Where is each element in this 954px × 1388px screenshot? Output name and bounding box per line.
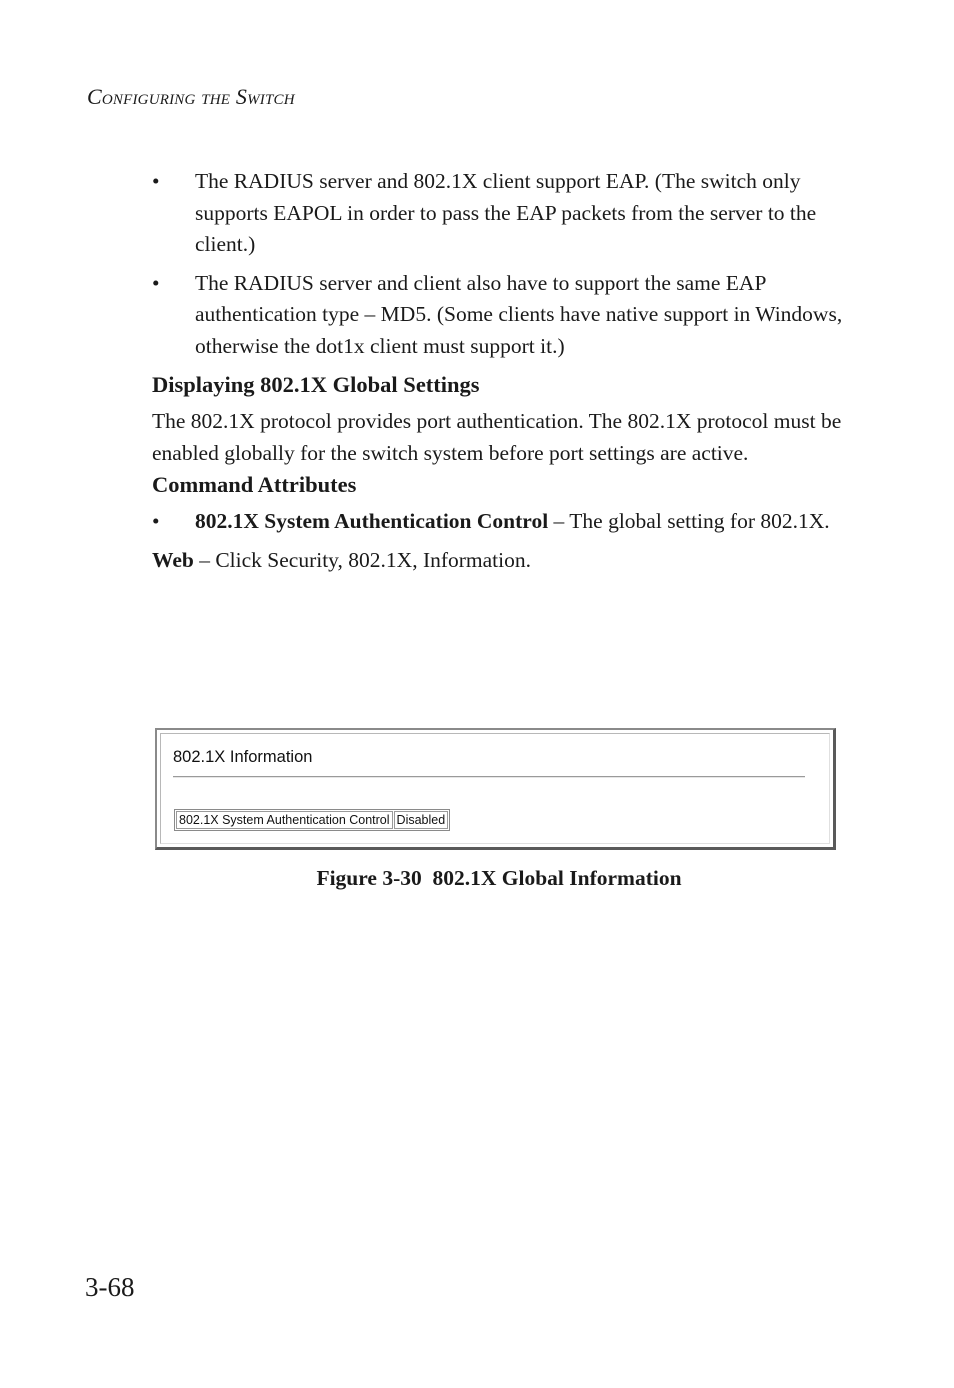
section-paragraph: The 802.1X protocol provides port authentication. The 802.1X protocol must be enabled globally for the switch system before port settings are active. bbox=[152, 409, 842, 465]
field-label-cell: 802.1X System Authentication Control bbox=[176, 811, 393, 829]
figure-inner-panel bbox=[160, 733, 830, 844]
bullet-text: The RADIUS server and 802.1X client support EAP. (The switch only supports EAPOL in order to pass the EAP packets from the server to the client.) bbox=[195, 169, 817, 256]
ui-divider bbox=[173, 776, 805, 778]
bullet-icon: • bbox=[152, 169, 160, 193]
attribute-description: – The global setting for 802.1X. bbox=[548, 509, 830, 533]
figure-screenshot bbox=[155, 728, 836, 850]
page-number: 3-68 bbox=[85, 1272, 135, 1302]
web-label: Web bbox=[152, 547, 194, 572]
intro-bullet-list bbox=[152, 166, 852, 362]
field-value-cell: Disabled bbox=[394, 811, 449, 829]
ui-settings-table bbox=[174, 809, 450, 831]
bullet-icon: • bbox=[152, 270, 160, 295]
table-row bbox=[176, 811, 448, 829]
ui-page-title: 802.1X Information bbox=[173, 748, 313, 766]
list-item bbox=[152, 506, 852, 538]
section-heading: Displaying 802.1X Global Settings bbox=[152, 372, 480, 397]
figure-caption: Figure 3-30 802.1X Global Information bbox=[316, 866, 682, 890]
web-text: – Click Security, 802.1X, Information. bbox=[193, 547, 532, 572]
bullet-icon: • bbox=[152, 509, 160, 533]
bullet-text: The RADIUS server and client also have to support the same EAP authentication type – MD5. (Some clients have native support in Windows, otherwise the dot1x client must support it.) bbox=[195, 270, 843, 358]
attributes-heading: Command Attributes bbox=[152, 472, 357, 497]
list-item bbox=[152, 268, 852, 363]
attribute-term: 802.1X System Authentication Control bbox=[195, 509, 549, 533]
web-instruction bbox=[152, 545, 852, 577]
page-content bbox=[152, 166, 852, 576]
running-header: Configuring the Switch bbox=[87, 84, 295, 109]
attributes-list bbox=[152, 506, 852, 538]
list-item bbox=[152, 166, 852, 261]
